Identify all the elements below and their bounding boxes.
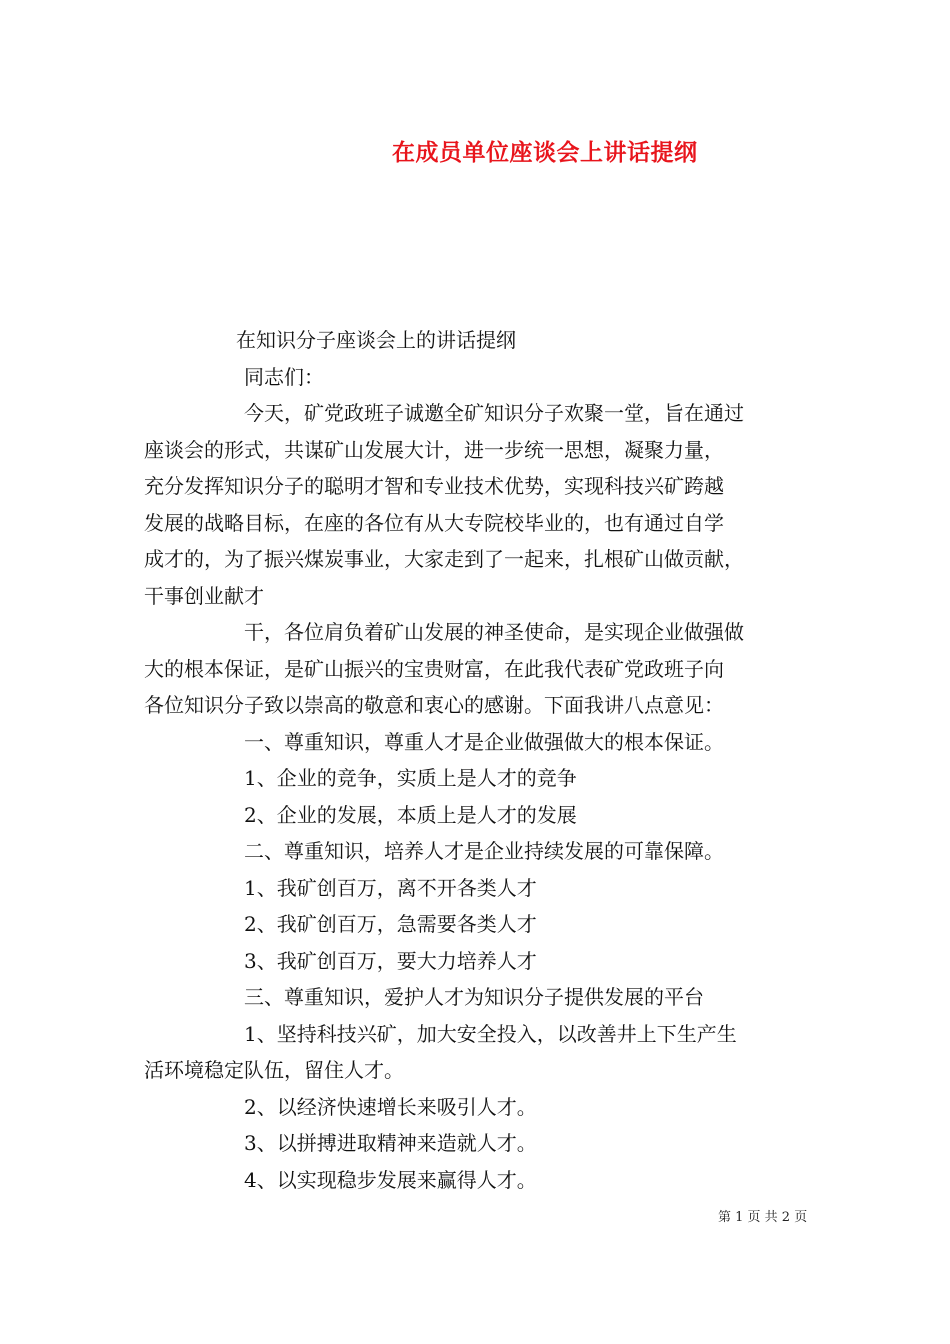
- list-item: 4、以实现稳步发展来赢得人才。: [244, 1167, 537, 1192]
- list-item: 2、企业的发展，本质上是人才的发展: [244, 802, 577, 827]
- paragraph-line: 大的根本保证，是矿山振兴的宝贵财富，在此我代表矿党政班子向: [144, 656, 724, 681]
- list-item-continuation: 活环境稳定队伍，留住人才。: [144, 1058, 404, 1082]
- list-item: 2、我矿创百万，急需要各类人才: [244, 912, 537, 936]
- salutation: 同志们：: [244, 364, 324, 389]
- section-heading: 一、尊重知识，尊重人才是企业做强做大的根本保证。: [244, 729, 724, 754]
- section-heading: 三、尊重知识，爱护人才为知识分子提供发展的平台: [244, 985, 704, 1009]
- document-title: 在成员单位座谈会上讲话提纲: [392, 139, 698, 166]
- list-item: 3、我矿创百万，要大力培养人才: [244, 948, 537, 973]
- list-item: 3、以拼搏进取精神来造就人才。: [244, 1131, 537, 1155]
- paragraph-line: 干事创业献才: [144, 583, 264, 608]
- list-item: 2、以经济快速增长来吸引人才。: [244, 1094, 537, 1119]
- list-item: 1、企业的竞争，实质上是人才的竞争: [244, 766, 577, 790]
- paragraph-line: 今天，矿党政班子诚邀全矿知识分子欢聚一堂，旨在通过: [244, 401, 744, 425]
- list-item: 1、我矿创百万，离不开各类人才: [244, 875, 537, 900]
- paragraph-line: 充分发挥知识分子的聪明才智和专业技术优势，实现科技兴矿跨越: [144, 474, 724, 498]
- section-heading: 二、尊重知识，培养人才是企业持续发展的可靠保障。: [244, 839, 724, 863]
- speech-heading: 在知识分子座谈会上的讲话提纲: [236, 328, 516, 352]
- paragraph-line: 各位知识分子致以崇高的敬意和衷心的感谢。下面我讲八点意见：: [144, 693, 724, 717]
- paragraph-line: 发展的战略目标，在座的各位有从大专院校毕业的，也有通过自学: [144, 510, 724, 535]
- list-item: 1、坚持科技兴矿，加大安全投入，以改善井上下生产生: [244, 1021, 737, 1046]
- page-number: 第 1 页 共 2 页: [718, 1210, 808, 1225]
- paragraph-line: 干，各位肩负着矿山发展的神圣使命，是实现企业做强做: [244, 620, 744, 644]
- document-body: [144, 322, 812, 1198]
- paragraph-line: 座谈会的形式，共谋矿山发展大计，进一步统一思想，凝聚力量，: [144, 437, 724, 462]
- paragraph-line: 成才的，为了振兴煤炭事业，大家走到了一起来，扎根矿山做贡献，: [144, 547, 744, 571]
